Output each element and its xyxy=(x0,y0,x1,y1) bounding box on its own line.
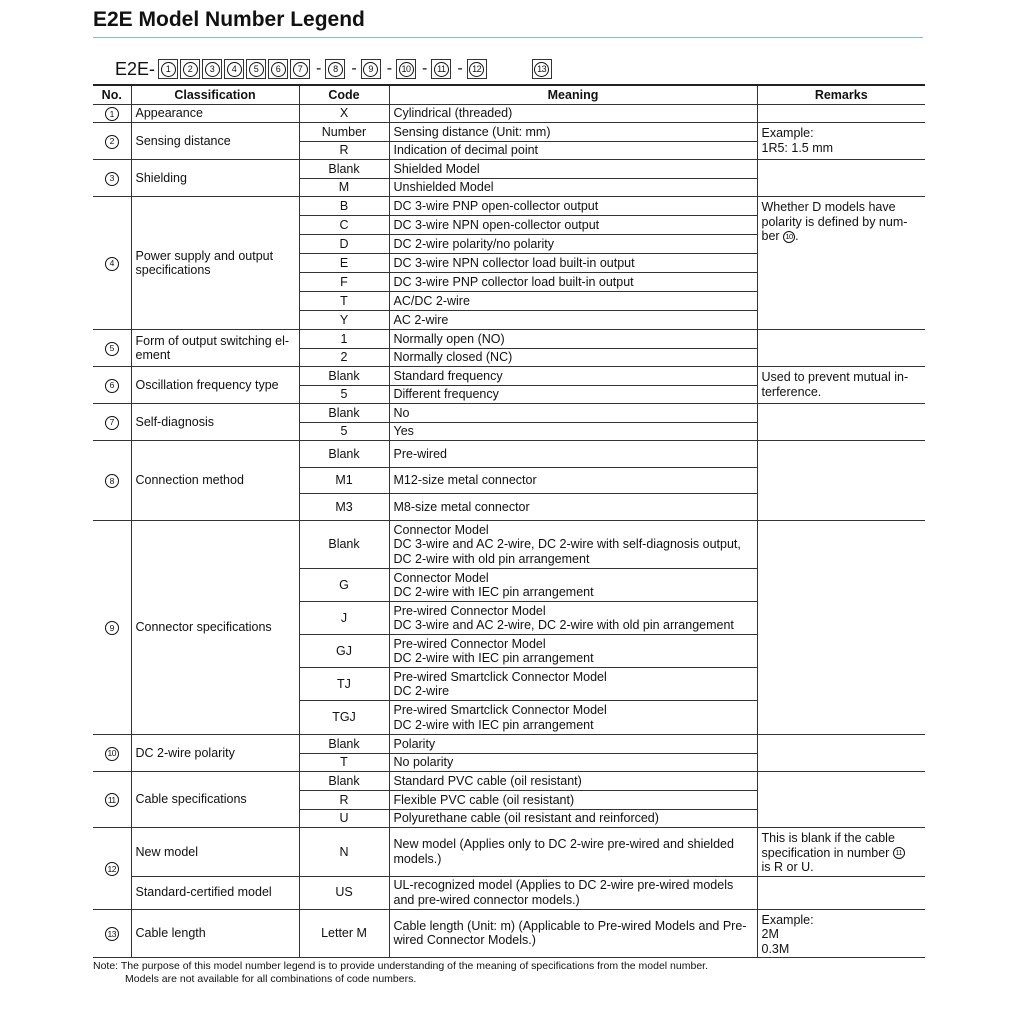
row-number xyxy=(93,367,131,404)
legend-code-number: 3 xyxy=(205,62,220,77)
row-number xyxy=(93,123,131,160)
legend-code-number: 11 xyxy=(434,62,449,77)
row-meaning: Pre-wired xyxy=(389,441,757,468)
table-row xyxy=(93,367,925,386)
row-number-badge: 12 xyxy=(105,862,119,876)
row-code: Blank xyxy=(299,772,389,791)
row-number xyxy=(93,735,131,772)
legend-code-number: 2 xyxy=(183,62,198,77)
header-meaning: Meaning xyxy=(389,85,757,105)
row-remarks xyxy=(757,404,925,441)
table-row xyxy=(93,105,925,123)
row-meaning: Pre-wired Connector Model DC 3-wire and AC 2-wire, DC 2-wire with old pin arrangement xyxy=(389,602,757,635)
row-remarks xyxy=(757,521,925,735)
row-remarks xyxy=(757,123,925,160)
row-meaning: Pre-wired Connector Model DC 2-wire with IEC pin arrangement xyxy=(389,635,757,668)
legend-code-number: 13 xyxy=(534,62,549,77)
row-remarks xyxy=(757,441,925,521)
row-meaning: New model (Applies only to DC 2-wire pre-wired and shielded models.) xyxy=(389,828,757,877)
row-number xyxy=(93,909,131,958)
row-code: Number xyxy=(299,123,389,142)
legend-code-box xyxy=(325,59,345,79)
remarks-text: This is blank if the cable specification in number xyxy=(761,831,895,860)
row-code: Blank xyxy=(299,441,389,468)
page-title: E2E Model Number Legend xyxy=(93,8,365,31)
row-code: C xyxy=(299,216,389,235)
row-remarks xyxy=(757,160,925,197)
table-header-row xyxy=(93,85,925,105)
row-code: 5 xyxy=(299,386,389,404)
row-meaning: Normally closed (NC) xyxy=(389,349,757,367)
row-classification: Power supply and output specifications xyxy=(131,197,299,330)
row-meaning: Normally open (NO) xyxy=(389,330,757,349)
row-classification: Cable specifications xyxy=(131,772,299,828)
legend-prefix: E2E- xyxy=(115,58,156,79)
row-meaning: Cylindrical (threaded) xyxy=(389,105,757,123)
legend-code-number: 5 xyxy=(249,62,264,77)
row-number-badge: 1 xyxy=(105,107,119,121)
row-number-badge: 6 xyxy=(105,379,119,393)
row-meaning: M12-size metal connector xyxy=(389,468,757,494)
legend-code-box xyxy=(224,59,244,79)
row-number xyxy=(93,828,131,910)
row-classification: Cable length xyxy=(131,909,299,958)
remarks-text: Used to prevent mutual in-terference. xyxy=(761,370,909,399)
row-code: X xyxy=(299,105,389,123)
row-classification: Appearance xyxy=(131,105,299,123)
legend-table xyxy=(93,84,925,958)
row-number-badge: 8 xyxy=(105,474,119,488)
model-number-legend xyxy=(115,57,554,81)
table-row xyxy=(93,876,925,909)
legend-code-box xyxy=(290,59,310,79)
row-code: TGJ xyxy=(299,701,389,735)
row-meaning: UL-recognized model (Applies to DC 2-wire pre-wired models and pre-wired connector models.) xyxy=(389,876,757,909)
header-remarks: Remarks xyxy=(757,85,925,105)
row-meaning: DC 2-wire polarity/no polarity xyxy=(389,235,757,254)
row-classification: Shielding xyxy=(131,160,299,197)
row-meaning: Polyurethane cable (oil resistant and reinforced) xyxy=(389,810,757,828)
row-remarks xyxy=(757,367,925,404)
table-row xyxy=(93,441,925,468)
row-classification: Connector specifications xyxy=(131,521,299,735)
row-code: G xyxy=(299,569,389,602)
table-row xyxy=(93,735,925,754)
row-code: M3 xyxy=(299,494,389,521)
row-meaning: Different frequency xyxy=(389,386,757,404)
remarks-ref-badge: 10 xyxy=(783,231,795,243)
legend-separator: - xyxy=(351,60,357,77)
legend-code-number: 1 xyxy=(161,62,176,77)
remarks-text: Example: 2M 0.3M xyxy=(761,912,814,956)
legend-code-box xyxy=(268,59,288,79)
row-meaning: Indication of decimal point xyxy=(389,142,757,160)
row-classification: Self-diagnosis xyxy=(131,404,299,441)
row-meaning: Connector Model DC 3-wire and AC 2-wire, DC 2-wire with self-diagnosis output, DC 2-wire with old pin arrangement xyxy=(389,521,757,569)
legend-code-number: 6 xyxy=(271,62,286,77)
remarks-text: Example: 1R5: 1.5 mm xyxy=(761,126,834,155)
remarks-ref-badge: 11 xyxy=(893,847,905,859)
footnote xyxy=(93,960,708,986)
row-meaning: Standard PVC cable (oil resistant) xyxy=(389,772,757,791)
legend-separator: - xyxy=(457,60,463,77)
row-number-badge: 3 xyxy=(105,172,119,186)
row-number xyxy=(93,441,131,521)
legend-code-box xyxy=(467,59,487,79)
row-meaning: Unshielded Model xyxy=(389,179,757,197)
row-number xyxy=(93,105,131,123)
title-divider xyxy=(93,37,923,38)
footnote-line-1: Note: The purpose of this model number legend is to provide understanding of the meaning of specifications from the model number. xyxy=(93,960,708,972)
row-meaning: AC 2-wire xyxy=(389,311,757,330)
row-classification: Standard-certified model xyxy=(131,876,299,909)
row-remarks xyxy=(757,735,925,772)
legend-code-number: 12 xyxy=(469,62,484,77)
row-remarks: Whether D models have polarity is defined by num-ber 10 . xyxy=(757,197,925,330)
row-number-badge: 10 xyxy=(105,747,119,761)
row-code: J xyxy=(299,602,389,635)
legend-code-box xyxy=(158,59,178,79)
row-number xyxy=(93,521,131,735)
row-code: US xyxy=(299,876,389,909)
row-code: D xyxy=(299,235,389,254)
row-meaning: DC 3-wire PNP collector load built-in output xyxy=(389,273,757,292)
header-classification: Classification xyxy=(131,85,299,105)
row-classification: New model xyxy=(131,828,299,877)
legend-code-box xyxy=(180,59,200,79)
row-meaning: Pre-wired Smartclick Connector Model DC 2-wire xyxy=(389,668,757,701)
row-number-badge: 2 xyxy=(105,135,119,149)
legend-code-box xyxy=(246,59,266,79)
table-row xyxy=(93,772,925,791)
legend-code-number: 7 xyxy=(293,62,308,77)
table-row xyxy=(93,521,925,569)
row-number xyxy=(93,404,131,441)
row-number-badge: 5 xyxy=(105,342,119,356)
row-number-badge: 11 xyxy=(105,793,119,807)
table-row xyxy=(93,197,925,216)
row-code: R xyxy=(299,791,389,810)
row-code: 2 xyxy=(299,349,389,367)
row-number-badge: 4 xyxy=(105,257,119,271)
row-remarks xyxy=(757,330,925,367)
table-row xyxy=(93,909,925,958)
table-row xyxy=(93,160,925,179)
row-code: Blank xyxy=(299,367,389,386)
remarks-text: Whether D models have polarity is defined by num-ber xyxy=(761,200,908,243)
row-meaning: Standard frequency xyxy=(389,367,757,386)
legend-code-box xyxy=(202,59,222,79)
row-code: 1 xyxy=(299,330,389,349)
row-code: F xyxy=(299,273,389,292)
row-code: TJ xyxy=(299,668,389,701)
row-meaning: Sensing distance (Unit: mm) xyxy=(389,123,757,142)
row-code: N xyxy=(299,828,389,877)
row-meaning: No xyxy=(389,404,757,423)
row-code: M1 xyxy=(299,468,389,494)
row-meaning: Yes xyxy=(389,423,757,441)
row-meaning: Connector Model DC 2-wire with IEC pin arrangement xyxy=(389,569,757,602)
legend-code-number: 4 xyxy=(227,62,242,77)
header-no: No. xyxy=(93,85,131,105)
legend-code-number: 10 xyxy=(399,62,414,77)
row-number xyxy=(93,197,131,330)
row-number xyxy=(93,330,131,367)
table-row xyxy=(93,404,925,423)
row-meaning: Polarity xyxy=(389,735,757,754)
row-code: T xyxy=(299,292,389,311)
row-meaning: DC 3-wire NPN open-collector output xyxy=(389,216,757,235)
row-code: Blank xyxy=(299,160,389,179)
row-meaning: Cable length (Unit: m) (Applicable to Pre-wired Models and Pre-wired Connector Models.) xyxy=(389,909,757,958)
legend-separator: - xyxy=(386,60,393,77)
row-meaning: Flexible PVC cable (oil resistant) xyxy=(389,791,757,810)
row-meaning: M8-size metal connector xyxy=(389,494,757,521)
row-remarks xyxy=(757,876,925,909)
remarks-tail: is R or U. xyxy=(761,860,814,874)
row-meaning: DC 3-wire NPN collector load built-in output xyxy=(389,254,757,273)
row-code: Blank xyxy=(299,735,389,754)
row-code: R xyxy=(299,142,389,160)
row-number-badge: 7 xyxy=(105,416,119,430)
row-meaning: Pre-wired Smartclick Connector Model DC 2-wire with IEC pin arrangement xyxy=(389,701,757,735)
legend-separator: - xyxy=(316,60,322,77)
legend-code-box xyxy=(532,59,552,79)
row-code: M xyxy=(299,179,389,197)
row-code: Y xyxy=(299,311,389,330)
table-row xyxy=(93,123,925,142)
row-remarks xyxy=(757,909,925,958)
row-meaning: AC/DC 2-wire xyxy=(389,292,757,311)
row-meaning: DC 3-wire PNP open-collector output xyxy=(389,197,757,216)
row-code: U xyxy=(299,810,389,828)
row-meaning: Shielded Model xyxy=(389,160,757,179)
table-row xyxy=(93,828,925,877)
legend-separator: - xyxy=(422,60,428,77)
footnote-line-2: Models are not available for all combinations of code numbers. xyxy=(125,973,417,985)
legend-code-box xyxy=(396,59,416,79)
row-meaning: No polarity xyxy=(389,754,757,772)
row-classification: Form of output switching el-ement xyxy=(131,330,299,367)
row-remarks xyxy=(757,828,925,877)
legend-code-box xyxy=(431,59,451,79)
row-classification: Oscillation frequency type xyxy=(131,367,299,404)
row-code: B xyxy=(299,197,389,216)
row-code: Blank xyxy=(299,404,389,423)
row-code: GJ xyxy=(299,635,389,668)
row-code: 5 xyxy=(299,423,389,441)
header-code: Code xyxy=(299,85,389,105)
row-code: T xyxy=(299,754,389,772)
row-number xyxy=(93,772,131,828)
row-number-badge: 9 xyxy=(105,621,119,635)
row-classification: Sensing distance xyxy=(131,123,299,160)
table-row xyxy=(93,330,925,349)
row-number xyxy=(93,160,131,197)
legend-code-number: 9 xyxy=(363,62,378,77)
row-remarks xyxy=(757,105,925,123)
row-code: Blank xyxy=(299,521,389,569)
row-classification: DC 2-wire polarity xyxy=(131,735,299,772)
row-code: Letter M xyxy=(299,909,389,958)
row-classification: Connection method xyxy=(131,441,299,521)
row-code: E xyxy=(299,254,389,273)
row-remarks xyxy=(757,772,925,828)
legend-code-box xyxy=(361,59,381,79)
row-number-badge: 13 xyxy=(105,927,119,941)
legend-code-number: 8 xyxy=(328,62,343,77)
